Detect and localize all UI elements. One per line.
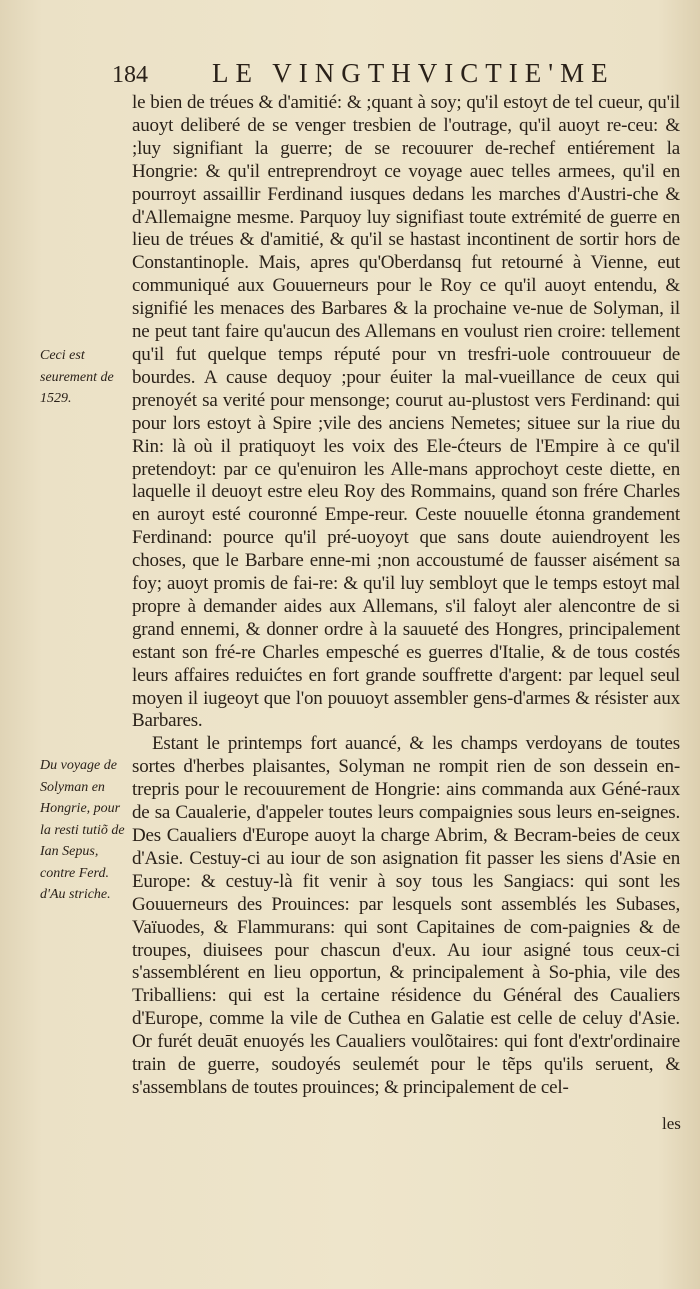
running-title: LE VINGTHVICTIE'ME (212, 58, 615, 88)
running-head (112, 58, 682, 94)
page-number: 184 (112, 62, 148, 88)
body-text (132, 92, 680, 1100)
margin-note-voyage: Du voyage de Solyman en Hongrie, pour la resti tutiõ de Ian Sepus, contre Ferd. d'Au striche. (40, 758, 125, 902)
paragraph: Estant le printemps fort auancé, & les champs verdoyans de toutes sortes d'herbes plaisantes, Solyman ne rompit rien de son dessein en-trepris pour le recouurement de Hongrie: ains commanda aux Géné-raux de sa Caualerie, d'appeler toutes leurs compaignies sous leurs en-seignes. Des Caualiers d'Europe auoyt la charge Abrim, & Becram-beies de ceux d'Asie. Cestuy-ci au iour de son asignation fit passer les siens d'Asie en Europe: & cestuy-là fit venir à soy tous les Sangiacs: qui sont les Gouuerneurs des Prouinces: par lesquels sont assemblés les Subases, Vaïuodes, & Flammurans: qui sont Capitaines de com-paignies & de troupes, diuisees pour chascun d'eux. Au iour asigné tous ceux-ci s'assemblérent en lieu opportun, & principalement à So-phia, vile des Triballiens: qui est la certaine résidence du Général des Caualiers d'Europe, comme la vile de Cuthea en Galatie est celle de celuy d'Asie. Or furét deuāt enuoyés les Caualiers voulõtaires: qui font d'extr'ordinaire train de guerre, soudoyés seulemét pour le tẽps qu'ils seruent, & s'assemblans de toutes prouinces; & principalement de cel- (132, 733, 680, 1098)
catchword: les (662, 1114, 681, 1133)
margin-note-date: Ceci est seurement de 1529. (40, 348, 114, 406)
paragraph: le bien de tréues & d'amitié: & ;quant à soy; qu'il estoyt de tel cueur, qu'il auoyt deliberé de se venger tresbien de l'outrage, qu'il auoyt re-ceu: & ;luy signifiant la guerre; de se recouurer de-rechef entiérement la Hongrie: & qu'il entreprendroyt ce voyage auec telles armees, qu'il en pourroyt assaillir Ferdinand iusques dedans les marches d'Austri-che & d'Allemaigne mesme. Parquoy luy signifiast toute extrémité de guerre en lieu de tréues & d'amitié, & qu'il se hastast incontinent de sortir hors de Constantinople. Mais, apres qu'Oberdansq fut retourné à Vienne, eut communiqué aux Gouuerneurs pour le Roy ce qu'il auoyt entendu, & signifié les menaces des Barbares & la prochaine ve-nue de Solyman, il ne peut tant faire qu'aucun des Allemans en voulust rien croire: tellement qu'il fut quelque temps réputé pour vn tresfri-uole controuueur de bourdes. A cause dequoy ;pour éuiter la mal-vueillance de ceux qui prenoyét sa verité pour mensonge; courut au-plustost vers Ferdinand: qui pour lors estoyt à Spire ;vile des anciens Nemetes; situee sur la riue du Rin: là où il pratiquoyt les voix des Ele-ćteurs de l'Empire à ce qu'il pretendoyt: par ce qu'enuiron les Alle-mans approchoyt ceste diette, en laquelle il deuoyt estre eleu Roy des Rommains, quand son frére Charles en auroyt esté couronné Empe-reur. Ceste nouuelle étonna grandement Ferdinand: pource qu'il pré-uoyoyt que sans doute auiendroyent les choses, que le Barbare enne-mi ;non accoustumé de fausser aisément sa foy; auoyt promis de fai-re: & qu'il luy sembloyt que le temps estoyt mal propre à demander aides aux Allemans, s'il faloyt aler alencontre de si grand ennemi, & donner ordre à la sauueté des Hongres, principalement estant son fré-re Charles empesché es guerres d'Italie, & de tous costés leurs affaires reduićtes en fort grande souffrette d'argent: par lequel seul moyen il iugeoyt que l'on pouuoyt assembler gens-d'armes & résister aux Barbares. (132, 92, 680, 732)
